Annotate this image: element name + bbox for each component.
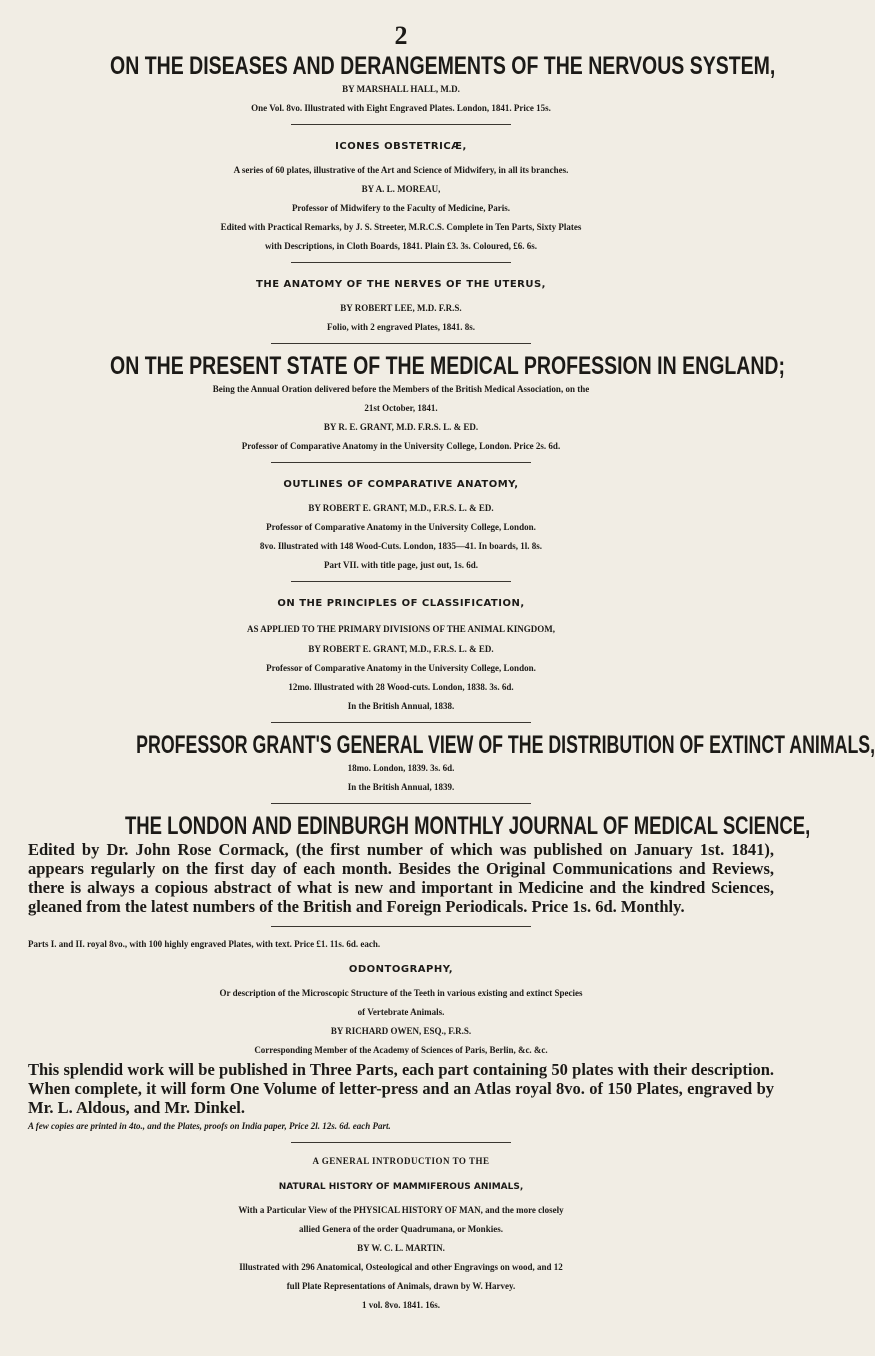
- divider: [291, 124, 511, 125]
- description-line: With a Particular View of the PHYSICAL HISTORY OF MAN, and the more closely: [238, 1205, 564, 1215]
- entry-title: ICONES OBSTETRICÆ,: [335, 141, 467, 152]
- part-line: Part VII. with title page, just out, 1s. 6d.: [323, 560, 479, 570]
- entry-monthly-journal: [28, 812, 811, 927]
- description-line-2: of Vertebrate Animals.: [357, 1007, 445, 1017]
- author-line: BY W. C. L. MARTIN.: [357, 1243, 445, 1253]
- parts-line: Parts I. and II. royal 8vo., with 100 highly engraved Plates, with text. Price £1. 11s. 6d. each.: [28, 939, 381, 949]
- divider: [291, 581, 511, 582]
- entry-comparative-anatomy: [28, 471, 774, 582]
- divider: [271, 722, 531, 723]
- publication-line: 18mo. London, 1839. 3s. 6d.: [347, 763, 455, 773]
- copies-line: A few copies are printed in 4to., and the Plates, proofs on India paper, Price 2l. 12s. 6d. each Part.: [28, 1121, 391, 1131]
- entry-title: ON THE PRINCIPLES OF CLASSIFICATION,: [277, 598, 525, 609]
- publication-line: 8vo. Illustrated with 148 Wood-Cuts. London, 1835—41. In boards, 1l. 8s.: [259, 541, 543, 551]
- entry-nervous-system: [28, 52, 774, 125]
- entry-nerves-uterus: [28, 271, 774, 344]
- edition-line: Edited with Practical Remarks, by J. S. Streeter, M.R.C.S. Complete in Ten Parts, Sixty Plates: [220, 222, 582, 232]
- divider: [291, 262, 511, 263]
- entry-title: OUTLINES OF COMPARATIVE ANATOMY,: [283, 479, 519, 490]
- author-title-line: Corresponding Member of the Academy of Sciences of Paris, Berlin, &c. &c.: [254, 1045, 548, 1055]
- entry-odontography: [28, 935, 774, 1143]
- odontography-description: This splendid work will be published in Three Parts, each part containing 50 plates with their description. When complete, it will form One Volume of letter-press and an Atlas royal 8vo. of 150 Plates, engraved by Mr. L. Aldous, and Mr. Dinkel.: [28, 1060, 774, 1117]
- author-title-line: Professor of Comparative Anatomy in the University College, London. Price 2s. 6d.: [241, 441, 561, 451]
- divider: [271, 803, 531, 804]
- price-line: with Descriptions, in Cloth Boards, 1841. Plain £3. 3s. Coloured, £6. 6s.: [264, 241, 538, 251]
- annual-line: In the British Annual, 1839.: [347, 782, 455, 792]
- annual-line: In the British Annual, 1838.: [347, 701, 455, 711]
- divider: [271, 343, 531, 344]
- entry-pretitle: A GENERAL INTRODUCTION TO THE: [312, 1156, 490, 1166]
- illustration-line-2: full Plate Representations of Animals, drawn by W. Harvey.: [286, 1281, 516, 1291]
- entry-title: ON THE DISEASES AND DERANGEMENTS OF THE NERVOUS SYSTEM,: [110, 52, 776, 80]
- author-line: BY ROBERT E. GRANT, M.D., F.R.S. L. & ED.: [308, 503, 494, 513]
- entry-title: ON THE PRESENT STATE OF THE MEDICAL PROFESSION IN ENGLAND;: [110, 352, 786, 380]
- author-line: BY MARSHALL HALL, M.D.: [342, 84, 460, 94]
- publication-line: 1 vol. 8vo. 1841. 16s.: [361, 1300, 440, 1310]
- author-line: BY ROBERT E. GRANT, M.D., F.R.S. L. & ED.: [308, 644, 494, 654]
- journal-description: Edited by Dr. John Rose Cormack, (the first number of which was published on January 1st. 1841), appears regularly on the first day of each month. Besides the Original Communications and Reviews, there is always a copious abstract of what is new and important in Medicine and the kindred Sciences, gleaned from the latest numbers of the British and Foreign Periodicals. Price 1s. 6d. Monthly.: [28, 840, 774, 916]
- divider: [271, 462, 531, 463]
- entry-title: ODONTOGRAPHY,: [348, 964, 454, 975]
- description-line: Being the Annual Oration delivered before the Members of the British Medical Association, on the: [212, 384, 590, 394]
- author-title-line: Professor of Comparative Anatomy in the University College, London.: [266, 522, 536, 532]
- entry-medical-profession: [28, 352, 786, 463]
- entry-icones-obstetricae: [28, 133, 774, 263]
- author-line: BY ROBERT LEE, M.D. F.R.S.: [340, 303, 462, 313]
- illustration-line: Illustrated with 296 Anatomical, Osteological and other Engravings on wood, and 12: [239, 1262, 563, 1272]
- entry-title: PROFESSOR GRANT'S GENERAL VIEW OF THE DISTRIBUTION OF EXTINCT ANIMALS,: [136, 731, 875, 759]
- publication-line: One Vol. 8vo. Illustrated with Eight Engraved Plates. London, 1841. Price 15s.: [251, 103, 551, 113]
- publication-line: Folio, with 2 engraved Plates, 1841. 8s.: [327, 322, 475, 332]
- entry-extinct-animals: [28, 731, 875, 804]
- entry-mammiferous-animals: [28, 1149, 774, 1315]
- author-line: BY A. L. MOREAU,: [361, 184, 441, 194]
- description-line-2: allied Genera of the order Quadrumana, or Monkies.: [299, 1224, 503, 1234]
- subtitle-line: AS APPLIED TO THE PRIMARY DIVISIONS OF THE ANIMAL KINGDOM,: [247, 624, 555, 634]
- author-line: BY R. E. GRANT, M.D. F.R.S. L. & ED.: [323, 422, 479, 432]
- date-line: 21st October, 1841.: [364, 403, 438, 413]
- entry-classification: [28, 590, 774, 723]
- entry-title: THE ANATOMY OF THE NERVES OF THE UTERUS,: [256, 279, 546, 290]
- page-number: 2: [394, 21, 408, 50]
- author-title-line: Professor of Midwifery to the Faculty of Medicine, Paris.: [291, 203, 511, 213]
- entry-title: NATURAL HISTORY OF MAMMIFEROUS ANIMALS,: [278, 1182, 524, 1192]
- entry-title: THE LONDON AND EDINBURGH MONTHLY JOURNAL OF MEDICAL SCIENCE,: [124, 812, 811, 840]
- author-title-line: Professor of Comparative Anatomy in the University College, London.: [266, 663, 536, 673]
- divider: [271, 926, 531, 927]
- author-line: BY RICHARD OWEN, ESQ., F.R.S.: [330, 1026, 472, 1036]
- divider: [291, 1142, 511, 1143]
- description-line: A series of 60 plates, illustrative of the Art and Science of Midwifery, in all its branches.: [233, 165, 569, 175]
- description-line: Or description of the Microscopic Structure of the Teeth in various existing and extinct Species: [219, 988, 583, 998]
- publication-line: 12mo. Illustrated with 28 Wood-cuts. London, 1838. 3s. 6d.: [288, 682, 514, 692]
